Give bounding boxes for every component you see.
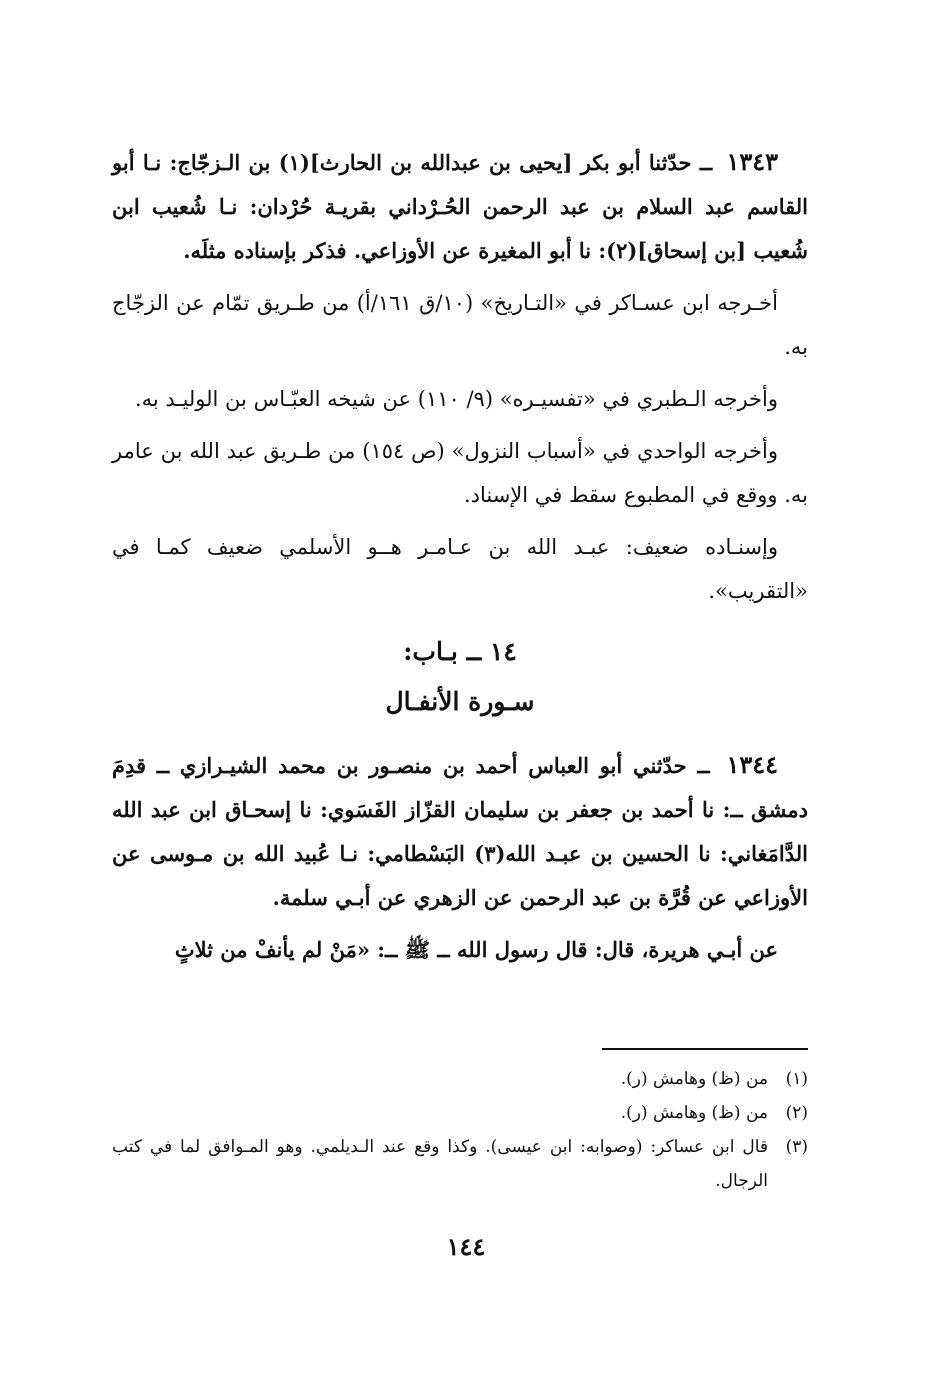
commentary-paragraph: وإسنـاده ضعيف: عبـد الله بن عـامـر هــو الأسلمي ضعيف كمـا في «التقريب». bbox=[112, 535, 808, 603]
hadith-number: ١٣٤٣ bbox=[726, 147, 779, 176]
footnote-text: قال ابن عساكر: (وصوابه: ابن عيسى). وكذا وقع عند الـديلمي. وهو المـوافق لما في كتب الرجال. bbox=[112, 1137, 768, 1191]
page-body bbox=[112, 140, 808, 980]
hadith-1343 bbox=[112, 140, 808, 273]
chapter-heading bbox=[112, 627, 808, 727]
hadith-text: ــ حدّثنا أبو بكر [يحيى بن عبدالله بن الحارث](١) بن الـزجّاج: نـا أبو القاسم عبد السلام بن عبد الرحمن الحُـرْداني بقريـة حُرْدان: نـا شُعيب ابن شُعيب [بن إسحاق](٢): نا أبو المغيرة عن الأوزاعي. فذكر بإسناده مثلَه. bbox=[112, 150, 808, 263]
footnote-mark: (٢) bbox=[785, 1103, 808, 1123]
footnote-mark: (١) bbox=[785, 1069, 808, 1089]
chapter-label: ١٤ ــ بـاب: bbox=[403, 637, 517, 666]
footnote-mark: (٣) bbox=[785, 1137, 808, 1157]
commentary-paragraph: وأخرجه الـطبري في «تفسيـره» (٩/ ١١٠) عن شيخه العبّـاس بن الوليـد به. bbox=[134, 387, 778, 411]
footnote bbox=[112, 1062, 808, 1096]
page-number: ١٤٤ bbox=[446, 1232, 486, 1261]
footnote-text: من (ظ) وهامش (ر). bbox=[620, 1069, 768, 1089]
footnotes bbox=[112, 1062, 808, 1198]
footnote bbox=[112, 1130, 808, 1198]
hadith-1344 bbox=[112, 743, 808, 920]
footnote bbox=[112, 1096, 808, 1130]
chapter-title: سـورة الأنفـال bbox=[385, 687, 535, 716]
hadith-continuation: عن أبـي هريرة، قال: قال رسول الله ــ ﷺ ــ: «مَنْ لم يأنفْ من ثلاثٍ bbox=[174, 937, 778, 962]
footnote-divider bbox=[602, 1048, 808, 1050]
commentary-paragraph: أخـرجه ابن عسـاكر في «التـاريخ» (١٠/ق ١٦١/أ) من طـريق تمّام عن الزجّاج به. bbox=[112, 291, 808, 359]
hadith-text: ــ حدّثني أبو العباس أحمد بن منصـور بن محمد الشيـرازي ــ قدِمَ دمشق ــ: نا أحمد بن جعفر بن سليمان القزّاز الفَسَوي: نا إسحـاق ابن عبد الله الدَّامَغاني: نا الحسين بن عبـد الله(٣) البَسْطامي: نـا عُبيد الله بن مـوسى عن الأوزاعي عن قُرَّة بن عبد الرحمن عن الزهري عن أبـي سلمة. bbox=[112, 753, 808, 910]
hadith-number: ١٣٤٤ bbox=[726, 750, 778, 779]
commentary-paragraph: وأخرجه الواحدي في «أسباب النزول» (ص ١٥٤) من طـريق عبد الله بن عامر به. ووقع في المطبوع سقط في الإسناد. bbox=[112, 439, 808, 507]
footnote-text: من (ظ) وهامش (ر). bbox=[620, 1103, 768, 1123]
